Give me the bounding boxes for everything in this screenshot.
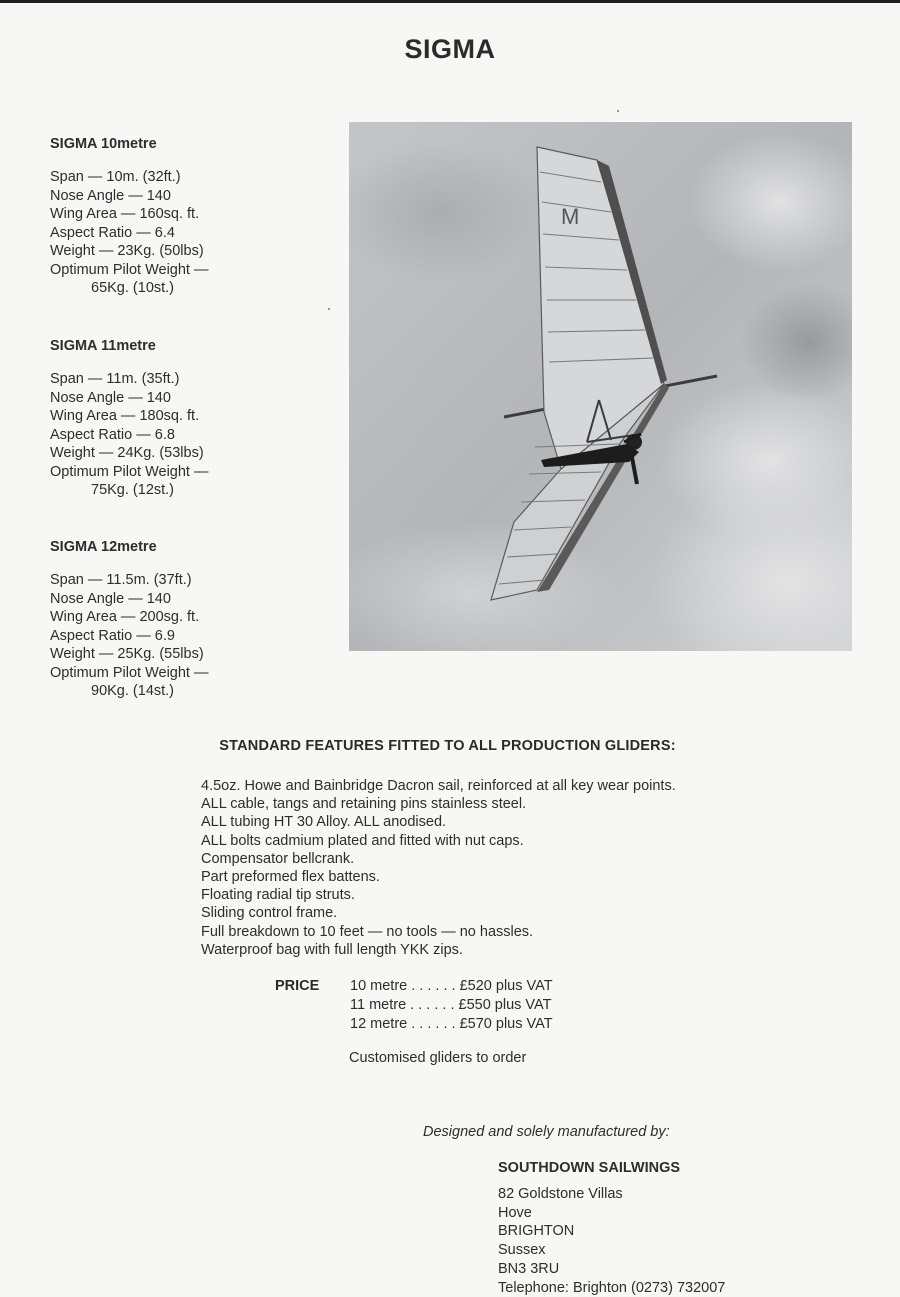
price-list xyxy=(350,977,670,1034)
model-spec-11m xyxy=(50,338,340,500)
features-list xyxy=(201,777,821,959)
address-line: Sussex xyxy=(498,1242,546,1259)
company-address xyxy=(498,1185,888,1297)
spec-nose-angle: Nose Angle — 140 xyxy=(50,590,171,607)
feature-item: Full breakdown to 10 feet — no tools — no hassles. xyxy=(201,923,534,940)
address-line: Hove xyxy=(498,1204,532,1221)
spec-pilot-weight-label: Optimum Pilot Weight — xyxy=(50,463,209,480)
company-name: SOUTHDOWN SAILWINGS xyxy=(498,1160,681,1176)
spec-weight: Weight — 25Kg. (55lbs) xyxy=(50,646,204,662)
feature-item: 4.5oz. Howe and Bainbridge Dacron sail, reinforced at all key wear points. xyxy=(201,778,676,794)
sail-logo: M xyxy=(561,204,580,229)
feature-item: ALL cable, tangs and retaining pins stainless steel. xyxy=(201,796,527,813)
spec-pilot-weight-label: Optimum Pilot Weight — xyxy=(50,664,209,681)
feature-item: ALL bolts cadmium plated and fitted with nut caps. xyxy=(201,832,524,849)
top-border xyxy=(0,0,900,3)
spec-nose-angle: Nose Angle — 140 xyxy=(50,187,171,204)
feature-item: ALL tubing HT 30 Alloy. ALL anodised. xyxy=(201,814,447,831)
spec-wing-area: Wing Area — 180sq. ft. xyxy=(50,408,200,424)
spec-aspect-ratio: Aspect Ratio — 6.8 xyxy=(50,426,175,443)
spec-weight: Weight — 23Kg. (50lbs) xyxy=(50,243,204,259)
spec-pilot-weight-value: 65Kg. (10st.) xyxy=(91,280,175,296)
paper-speck xyxy=(617,110,619,112)
price-row: 12 metre . . . . . . £570 plus VAT xyxy=(350,1016,553,1032)
page-title: SIGMA xyxy=(404,34,496,64)
spec-wing-area: Wing Area — 160sq. ft. xyxy=(50,206,200,222)
spec-span: Span — 11.5m. (37ft.) xyxy=(50,572,192,588)
telephone-line: Telephone: Brighton (0273) 732007 xyxy=(498,1279,726,1296)
spec-aspect-ratio: Aspect Ratio — 6.4 xyxy=(50,224,175,241)
model-spec-10m xyxy=(50,136,340,298)
address-line: 82 Goldstone Villas xyxy=(498,1186,623,1202)
spec-nose-angle: Nose Angle — 140 xyxy=(50,389,171,406)
features-section xyxy=(0,738,900,958)
manufacturer-intro: Designed and solely manufactured by: xyxy=(423,1124,670,1140)
spec-span: Span — 10m. (32ft.) xyxy=(50,169,181,185)
feature-item: Compensator bellcrank. xyxy=(201,850,355,867)
model-heading: SIGMA 11metre xyxy=(50,338,156,354)
price-label: PRICE xyxy=(275,978,320,994)
custom-note: Customised gliders to order xyxy=(349,1050,527,1066)
address-line: BN3 3RU xyxy=(498,1260,560,1277)
spec-wing-area: Wing Area — 200sg. ft. xyxy=(50,609,200,625)
model-heading: SIGMA 10metre xyxy=(50,136,157,152)
feature-item: Waterproof bag with full length YKK zips. xyxy=(201,941,463,958)
feature-item: Part preformed flex battens. xyxy=(201,869,380,886)
paper-speck xyxy=(328,308,330,310)
features-heading: STANDARD FEATURES FITTED TO ALL PRODUCTION GLIDERS: xyxy=(219,738,676,754)
model-spec-12m xyxy=(50,539,340,701)
spec-weight: Weight — 24Kg. (53lbs) xyxy=(50,445,204,461)
spec-pilot-weight-value: 75Kg. (12st.) xyxy=(91,482,175,498)
feature-item: Sliding control frame. xyxy=(201,905,338,922)
spec-pilot-weight-label: Optimum Pilot Weight — xyxy=(50,261,209,278)
spec-pilot-weight-value: 90Kg. (14st.) xyxy=(91,683,175,699)
spec-aspect-ratio: Aspect Ratio — 6.9 xyxy=(50,627,175,644)
feature-item: Floating radial tip struts. xyxy=(201,887,355,904)
spec-span: Span — 11m. (35ft.) xyxy=(50,371,180,387)
model-heading: SIGMA 12metre xyxy=(50,539,157,555)
address-line: BRIGHTON xyxy=(498,1223,575,1240)
price-row: 10 metre . . . . . . £520 plus VAT xyxy=(350,978,553,994)
hang-glider-photo xyxy=(349,122,852,651)
price-row: 11 metre . . . . . . £550 plus VAT xyxy=(350,997,552,1013)
